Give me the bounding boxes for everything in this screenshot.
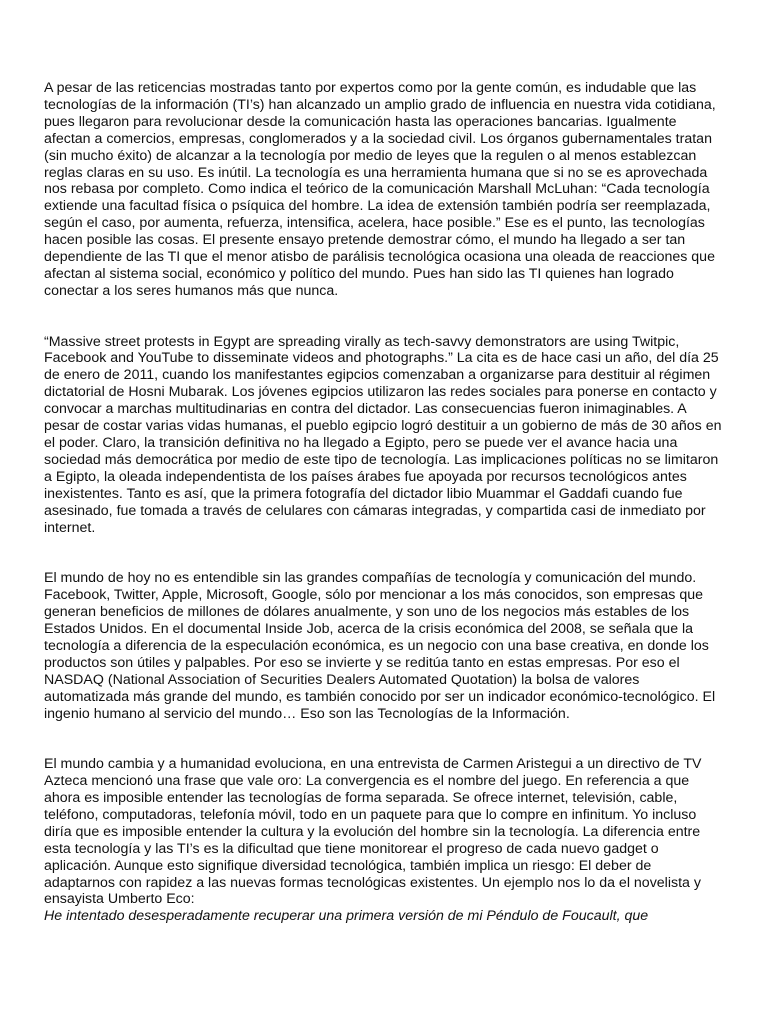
- eco-quote: He intentado desesperadamente recuperar una primera versión de mi Péndulo de Foucault, que: [44, 908, 649, 925]
- paragraph-egypt-protests: “Massive street protests in Egypt are spreading virally as tech-savvy demonstrators are using Twitpic, Facebook and YouTube to disseminate videos and photographs.” La cita es de hace casi un año, del día 25 de enero de 2011, cuando los manifestantes egipcios comenzaban a organizarse para destituir al régimen dictatorial de Hosni Mubarak. Los jóvenes egipcios utilizaron las redes sociales para ponerse en contacto y convocar a marchas multitudinarias en contra del dictador. Las consecuencias fueron inimaginables. A pesar de costar varias vidas humanas, el pueblo egipcio logró destituir a un gobierno de más de 30 años en el poder. Claro, la transición definitiva no ha llegado a Egipto, pero se puede ver el avance hacia una sociedad más democrática por medio de este tipo de tecnología. Las implicaciones políticas no se limitaron a Egipto, la oleada independentista de los países árabes fue apoyada por recursos tecnológicos antes inexistentes. Tanto es así, que la primera fotografía del dictador libio Muammar el Gaddafi cuando fue asesinado, fue tomada a través de celulares con cámaras integradas, y compartida casi de inmediato por internet.: [44, 333, 722, 536]
- paragraph-convergence-text: El mundo cambia y a humanidad evoluciona, en una entrevista de Carmen Aristegui a un directivo de TV Azteca mencionó una frase que vale oro: La convergencia es el nombre del juego. En referencia a que ahora es imposible entender las tecnologías de forma separada. Se ofrece internet, televisión, cable, teléfono, computadoras, telefonía móvil, todo en un paquete para que lo compre en infinitum. Yo incluso diría que es imposible entender la cultura y la evolución del hombre sin la tecnología. La diferencia entre esta tecnología y las TI’s es la dificultad que tiene monitorear el progreso de cada nuevo gadget o aplicación. Aunque esto signifique diversidad tecnológica, también implica un riesgo: El deber de adaptarnos con rapidez a las nuevas formas tecnológicas existentes. Un ejemplo nos lo da el novelista y ensayista Umberto Eco:: [44, 756, 702, 908]
- paragraph-tech-companies: El mundo de hoy no es entendible sin las grandes compañías de tecnología y comunicación del mundo. Facebook, Twitter, Apple, Microsoft, Google, sólo por mencionar a los más conocidos, son empresas que generan beneficios de millones de dólares anualmente, y son uno de los negocios más estables de los Estados Unidos. En el documental Inside Job, acerca de la crisis económica del 2008, se señala que la tecnología a diferencia de la especulación económica, es un negocio con una base creativa, en donde los productos son útiles y palpables. Por eso se invierte y se reditúa tanto en estas empresas. Por eso el NASDAQ (National Association of Securities Dealers Automated Quotation) la bolsa de valores automatizada más grande del mundo, es también conocido por ser un indicador económico-tecnológico. El ingenio humano al servicio del mundo… Eso son las Tecnologías de la Información.: [44, 570, 716, 722]
- paragraph-intro: A pesar de las reticencias mostradas tanto por expertos como por la gente común, es indudable que las tecnologías de la información (TI’s) han alcanzado un amplio grado de influencia en nuestra vida cotidiana, pues llegaron para revolucionar desde la comunicación hasta las operaciones bancarias. Igualmente afectan a comercios, empresas, conglomerados y a la sociedad civil. Los órganos gubernamentales tratan (sin mucho éxito) de alcanzar a la tecnología por medio de leyes que la regulen o al menos establezcan reglas claras en su uso. Es inútil. La tecnología es una herramienta humana que si no se es aprovechada nos rebasa por completo. Como indica el teórico de la comunicación Marshall McLuhan: “Cada tecnología extiende una facultad física o psíquica del hombre. La idea de extensión también podría ser reemplazada, según el caso, por aumenta, refuerza, intensifica, acelera, hace posible.” Ese es el punto, las tecnologías hacen posible las cosas. El presente ensayo pretende demostrar cómo, el mundo ha llegado a ser tan dependiente de las TI que el menor atisbo de parálisis tecnológica ocasiona una oleada de reacciones que afectan al sistema social, económico y político del mundo. Pues han sido las TI quienes han logrado conectar a los seres humanos más que nunca.: [44, 80, 716, 299]
- paragraph-convergence: [44, 756, 724, 925]
- document-body: [44, 80, 724, 959]
